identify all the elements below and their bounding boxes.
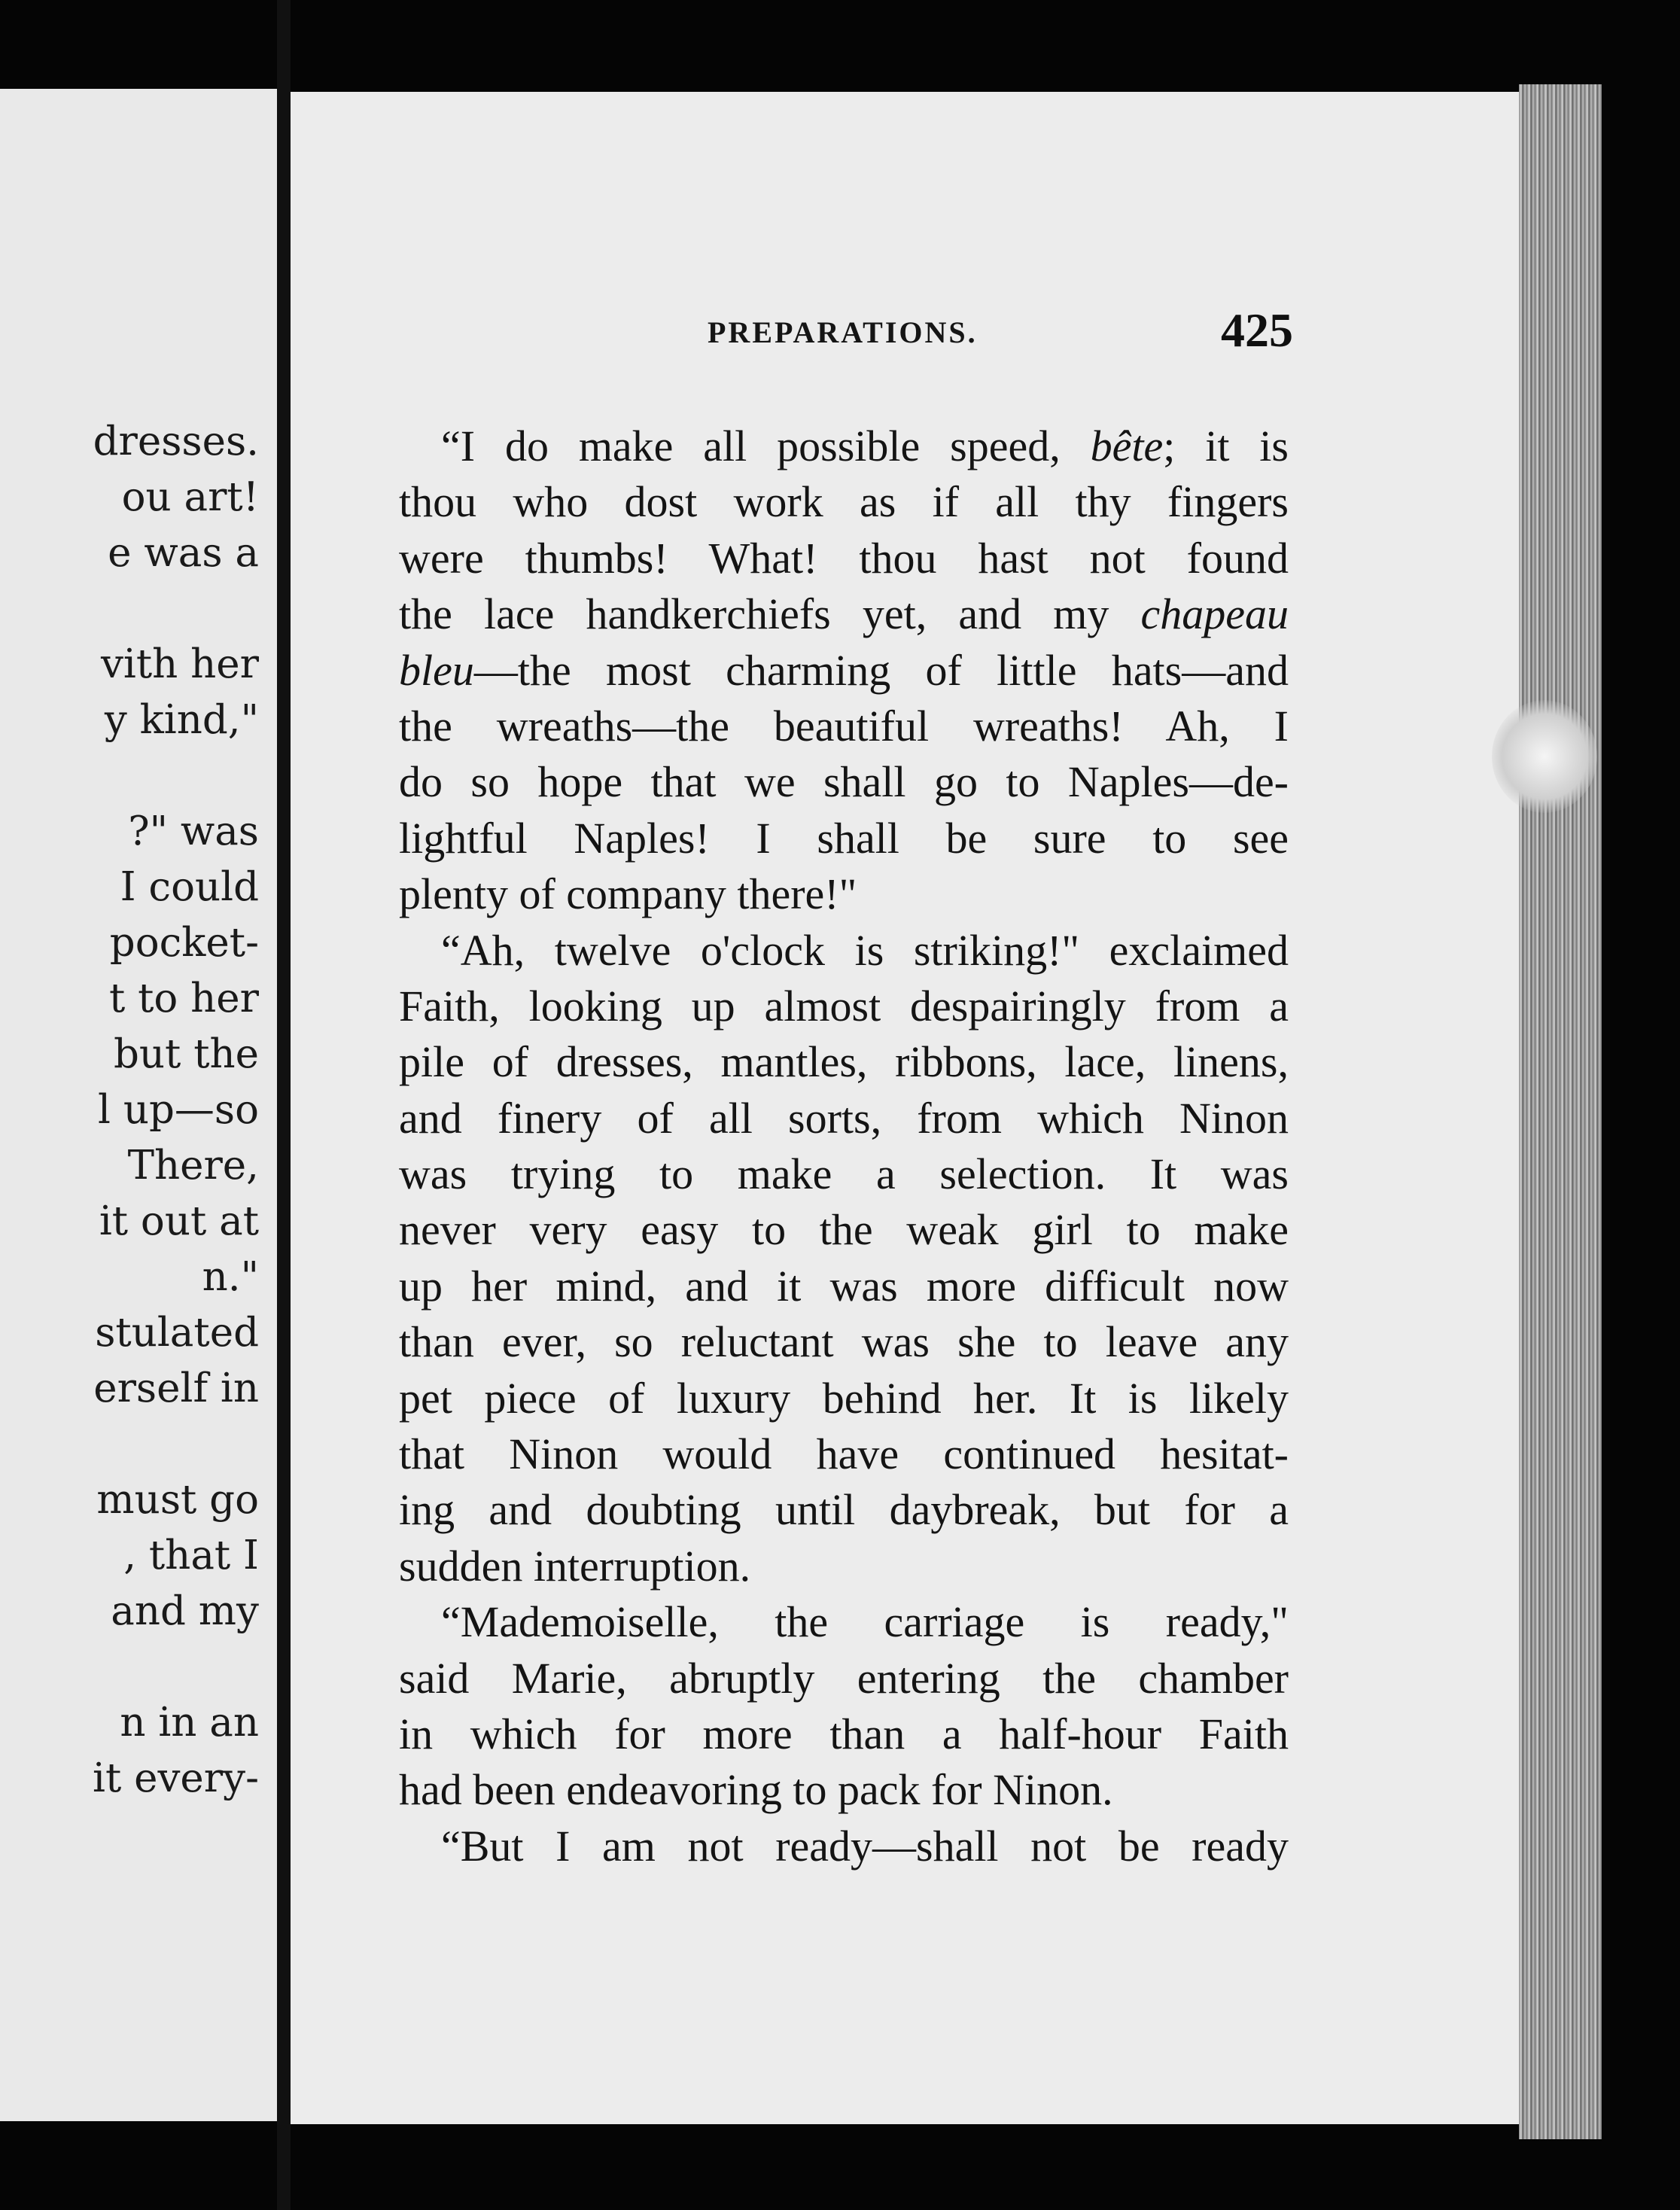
body-line: [399, 419, 1289, 474]
body-line-text: pile of dresses, mantles, ribbons, lace, linens,: [399, 1037, 1289, 1087]
body-line-text: were thumbs! What! thou hast not found: [399, 533, 1289, 583]
facing-page-line: dresses.: [93, 419, 259, 464]
body-line-text: ing and doubting until daybreak, but for a: [399, 1485, 1289, 1535]
body-line-text: do so hope that we shall go to Naples—de-: [399, 757, 1289, 807]
facing-page-line: must go: [96, 1477, 259, 1523]
facing-page-line: it out at: [99, 1198, 259, 1244]
body-line: [399, 923, 1289, 979]
facing-page-line: but the: [113, 1031, 259, 1077]
body-line: [399, 1819, 1289, 1874]
body-line-text: sudden interruption.: [399, 1541, 751, 1591]
facing-page-line: l up—so: [98, 1087, 259, 1133]
body-line: [399, 1426, 1289, 1482]
facing-page-left: [0, 89, 277, 2121]
running-head: PREPARATIONS.: [708, 315, 978, 349]
body-line-text: was trying to make a selection. It was: [399, 1149, 1289, 1199]
body-line-text: lightful Naples! I shall be sure to see: [399, 813, 1289, 863]
facing-page-text: [93, 414, 259, 1807]
body-line-text: “Mademoiselle, the carriage is ready,": [441, 1597, 1289, 1647]
page-number: 425: [1221, 303, 1293, 357]
body-line: [399, 754, 1289, 810]
facing-page-line: pocket-: [109, 920, 259, 966]
facing-page-line: e was a: [108, 530, 259, 576]
body-line-text: “Ah, twelve o'clock is striking!" exclaimed: [441, 925, 1289, 975]
body-line-text: pet piece of luxury behind her. It is likely: [399, 1373, 1289, 1423]
facing-page-line: , that I: [123, 1533, 259, 1578]
page-block-edge: [1519, 84, 1602, 2139]
italic-phrase: bête: [1090, 422, 1164, 470]
facing-page-line: stulated: [95, 1310, 259, 1356]
facing-page-line: I could: [120, 864, 259, 910]
body-line-text: in which for more than a half-hour Faith: [399, 1709, 1289, 1758]
italic-phrase: chapeau: [1140, 589, 1289, 639]
body-line: [399, 1539, 1289, 1594]
body-line: [399, 699, 1289, 754]
body-line-text-after: ; it is: [1163, 422, 1289, 470]
paper-blemish: [1492, 700, 1597, 813]
body-line-text: never very easy to the weak girl to make: [399, 1205, 1289, 1255]
body-line: [399, 1034, 1289, 1090]
facing-page-line: erself in: [93, 1365, 259, 1411]
body-line-text: “I do make all possible speed,: [441, 422, 1091, 470]
body-line-text: up her mind, and it was more difficult now: [399, 1261, 1289, 1310]
body-line-text: “But I am not ready—shall not be ready: [441, 1821, 1289, 1871]
body-line-text: the lace handkerchiefs yet, and my: [399, 589, 1141, 639]
body-line: [399, 1146, 1289, 1202]
body-line: [399, 1706, 1289, 1762]
body-line: [399, 1202, 1289, 1258]
facing-page-line: [93, 1417, 259, 1472]
facing-page-line: There,: [127, 1143, 259, 1189]
facing-page-line: y kind,": [104, 697, 259, 743]
body-line: [399, 531, 1289, 586]
body-line-text: than ever, so reluctant was she to leave any: [399, 1317, 1289, 1367]
body-line: [399, 979, 1289, 1034]
body-line: [399, 1594, 1289, 1650]
facing-page-line: [93, 1639, 259, 1695]
body-line-text-after: —the most charming of little hats—and: [473, 645, 1289, 695]
book-gutter: [277, 0, 291, 2210]
body-line: [399, 1371, 1289, 1426]
body-line: [399, 1651, 1289, 1706]
body-line: [399, 586, 1289, 642]
body-line-text: had been endeavoring to pack for Ninon.: [399, 1765, 1113, 1815]
body-line-text: Faith, looking up almost despairingly from a: [399, 981, 1289, 1030]
body-line: [399, 811, 1289, 866]
facing-page-line: and my: [111, 1588, 259, 1634]
body-line-text: and finery of all sorts, from which Ninon: [399, 1093, 1289, 1143]
body-line: [399, 643, 1289, 699]
facing-page-line: vith her: [100, 641, 259, 687]
body-line-text: the wreaths—the beautiful wreaths! Ah, I: [399, 701, 1289, 750]
body-line: [399, 1091, 1289, 1146]
body-line-text: thou who dost work as if all thy fingers: [399, 477, 1289, 527]
facing-page-line: ?" was: [128, 808, 259, 854]
body-line: [399, 1762, 1289, 1818]
facing-page-line: [93, 581, 259, 637]
facing-page-line: it every-: [93, 1755, 259, 1801]
facing-page-line: [93, 748, 259, 804]
body-line-text: plenty of company there!": [399, 869, 857, 919]
facing-page-line: t to her: [108, 976, 259, 1021]
body-line: [399, 866, 1289, 922]
facing-page-line: ou art!: [121, 474, 259, 520]
body-line: [399, 1314, 1289, 1370]
body-line: [399, 1259, 1289, 1314]
facing-page-line: n in an: [120, 1700, 259, 1746]
body-line: [399, 474, 1289, 530]
body-line-text: said Marie, abruptly entering the chamber: [399, 1653, 1289, 1703]
facing-page-line: n.": [202, 1254, 259, 1300]
body-text: [399, 419, 1289, 1874]
body-line-text: that Ninon would have continued hesitat-: [399, 1429, 1289, 1479]
italic-phrase: bleu: [399, 645, 474, 695]
body-line: [399, 1482, 1289, 1538]
